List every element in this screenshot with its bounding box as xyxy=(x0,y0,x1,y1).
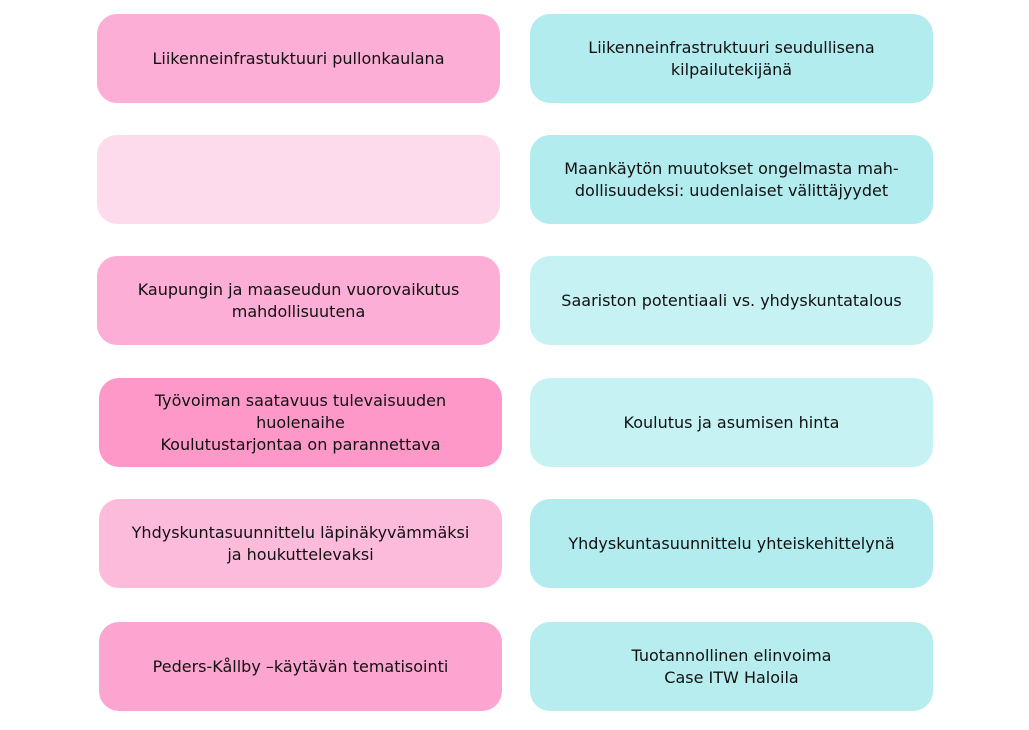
right-card-1: Liikenneinfrastruktuuri seudullisena kilpailutekijänä xyxy=(530,14,933,103)
left-card-3: Kaupungin ja maaseudun vuorovaikutus mahdollisuutena xyxy=(97,256,500,345)
left-card-1: Liikenneinfrastuktuuri pullonkaulana xyxy=(97,14,500,103)
right-card-2: Maankäytön muutokset ongelmasta mah- dollisuudeksi: uudenlaiset välittäjyydet xyxy=(530,135,933,224)
left-card-2-empty xyxy=(97,135,500,224)
left-card-5: Yhdyskuntasuunnittelu läpinäkyvämmäksi ja houkuttelevaksi xyxy=(99,499,502,588)
right-card-5: Yhdyskuntasuunnittelu yhteiskehittelynä xyxy=(530,499,933,588)
right-card-6: Tuotannollinen elinvoima Case ITW Haloila xyxy=(530,622,933,711)
left-card-6: Peders-Kållby –käytävän tematisointi xyxy=(99,622,502,711)
right-card-3: Saariston potentiaali vs. yhdyskuntatalous xyxy=(530,256,933,345)
left-card-4: Työvoiman saatavuus tulevaisuuden huolenaihe Koulutustarjontaa on parannettava xyxy=(99,378,502,467)
right-card-4: Koulutus ja asumisen hinta xyxy=(530,378,933,467)
